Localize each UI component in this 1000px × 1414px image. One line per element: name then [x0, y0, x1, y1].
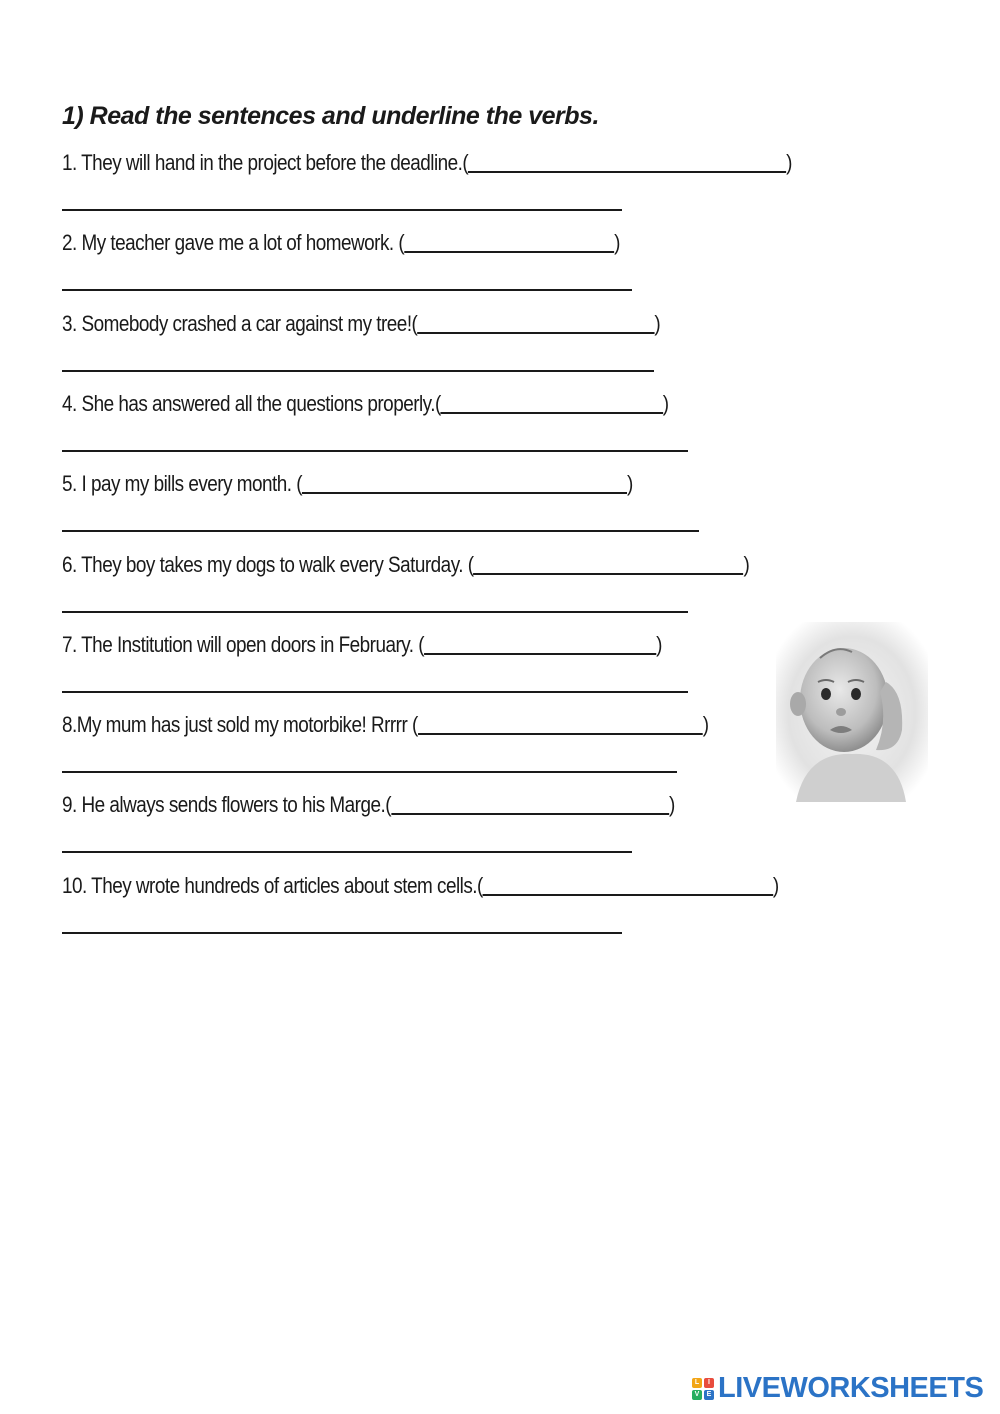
- sentence-text: 7. The Institution will open doors in February. (: [62, 631, 425, 657]
- sentence-text: 3. Somebody crashed a car against my tree!(: [62, 310, 418, 336]
- sentence-row: [62, 859, 779, 899]
- verb-answer-blank[interactable]: [418, 713, 703, 735]
- close-paren: ): [743, 551, 750, 577]
- logo-text: LIVEWORKSHEETS: [718, 1372, 984, 1404]
- answer-writing-line[interactable]: [62, 691, 688, 693]
- sentence-row: [62, 377, 669, 417]
- sentence-row: [62, 618, 662, 658]
- close-paren: ): [654, 310, 661, 336]
- liveworksheets-mark-icon: [692, 1378, 714, 1400]
- close-paren: ): [702, 712, 709, 738]
- sentence-text: 8.My mum has just sold my motorbike! Rrrrr (: [62, 712, 418, 738]
- sentence-row: [62, 538, 749, 578]
- sentence-text: 4. She has answered all the questions properly.(: [62, 390, 441, 416]
- answer-writing-line[interactable]: [62, 450, 688, 452]
- exercise-title: 1) Read the sentences and underline the verbs.: [62, 102, 599, 130]
- verb-answer-blank[interactable]: [441, 392, 663, 414]
- answer-writing-line[interactable]: [62, 289, 632, 291]
- verb-answer-blank[interactable]: [424, 633, 656, 655]
- verb-answer-blank[interactable]: [417, 312, 654, 334]
- close-paren: ): [772, 872, 779, 898]
- logo-mark-square: L: [692, 1378, 702, 1388]
- logo-mark-square: E: [704, 1390, 714, 1400]
- answer-writing-line[interactable]: [62, 932, 622, 934]
- sentence-row: [62, 778, 675, 818]
- close-paren: ): [662, 390, 669, 416]
- verb-answer-blank[interactable]: [473, 553, 743, 575]
- answer-writing-line[interactable]: [62, 851, 632, 853]
- verb-answer-blank[interactable]: [302, 472, 627, 494]
- close-paren: ): [627, 471, 633, 497]
- sentence-row: [62, 297, 660, 337]
- verb-answer-blank[interactable]: [391, 793, 669, 815]
- sentence-text: 5. I pay my bills every month. (: [62, 471, 303, 497]
- sentence-text: 2. My teacher gave me a lot of homework. (: [62, 230, 405, 256]
- answer-writing-line[interactable]: [62, 611, 688, 613]
- sentence-text: 9. He always sends flowers to his Marge.(: [62, 792, 392, 818]
- verb-answer-blank[interactable]: [404, 231, 614, 253]
- liveworksheets-logo: [692, 1372, 983, 1405]
- sentence-row: [62, 136, 792, 176]
- thinking-baby-photo: [776, 622, 928, 802]
- sentence-row: [62, 457, 633, 497]
- sentence-text: 1. They will hand in the project before the deadline.(: [62, 150, 469, 175]
- close-paren: ): [656, 631, 662, 657]
- logo-mark-square: V: [692, 1390, 702, 1400]
- sentence-row: [62, 216, 620, 256]
- sentence-text: 10. They wrote hundreds of articles about stem cells.(: [62, 872, 483, 898]
- logo-mark-square: I: [704, 1378, 714, 1388]
- sentence-text: 6. They boy takes my dogs to walk every Saturday. (: [62, 551, 474, 577]
- close-paren: ): [668, 792, 675, 818]
- answer-writing-line[interactable]: [62, 209, 622, 211]
- answer-writing-line[interactable]: [62, 530, 699, 532]
- answer-writing-line[interactable]: [62, 370, 654, 372]
- close-paren: ): [786, 150, 792, 175]
- sentence-row: [62, 698, 709, 738]
- verb-answer-blank[interactable]: [483, 874, 773, 896]
- verb-answer-blank[interactable]: [468, 151, 786, 173]
- close-paren: ): [614, 230, 620, 256]
- answer-writing-line[interactable]: [62, 771, 677, 773]
